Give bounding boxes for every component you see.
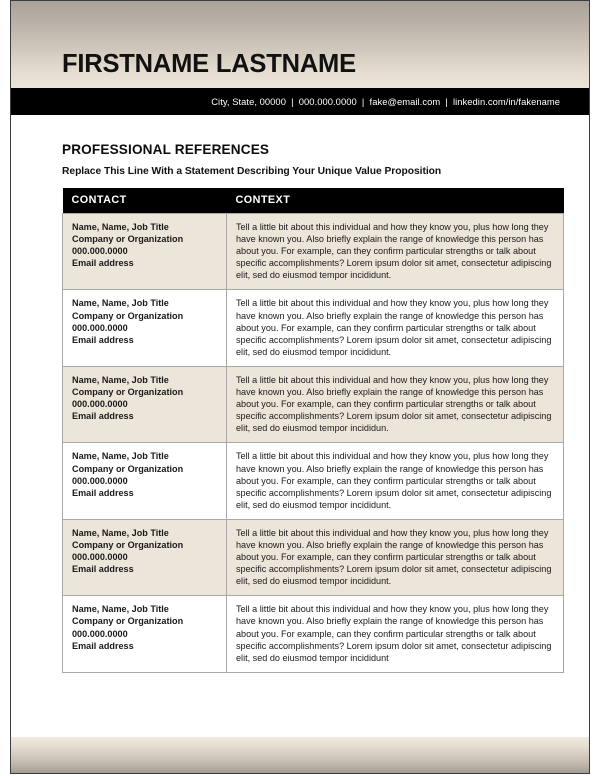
page-title: FIRSTNAME LASTNAME (62, 50, 356, 79)
contact-bar (11, 88, 589, 115)
table-header-row (63, 188, 564, 214)
contact-email: fake@email.com (369, 96, 441, 107)
reference-name: Name, Name, Job Title (72, 527, 169, 538)
contact-separator-2: | (361, 96, 365, 107)
cell-contact (63, 443, 227, 519)
cell-contact (63, 519, 227, 595)
reference-company: Company or Organization (72, 234, 184, 245)
header-banner (11, 1, 589, 88)
resume-page (10, 0, 590, 774)
table-row (63, 443, 564, 519)
table-body (63, 214, 564, 673)
cell-contact (63, 214, 227, 290)
cell-context: Tell a little bit about this individual and how they know you, plus how long they have known you. Also briefly explain the range of knowledge this person has about you. For example, can they confirm particular strengths or talk about specific accomplishments? Lorem ipsum dolor sit amet, consectetur adipiscing elit, sed do eiusmod tempor incididun. (227, 366, 564, 442)
cell-context: Tell a little bit about this individual and how they know you, plus how long they have known you. Also briefly explain the range of knowledge this person has about you. For example, can they confirm particular strengths or talk about specific accomplishments? Lorem ipsum dolor sit amet, consectetur adipiscing elit, sed do eiusmod tempor incididunt. (227, 214, 564, 290)
reference-email: Email address (72, 411, 134, 422)
document-body (11, 115, 589, 673)
reference-email: Email address (72, 487, 134, 498)
table-row (63, 596, 564, 672)
reference-phone: 000.000.0000 (72, 322, 128, 333)
contact-separator-3: | (445, 96, 448, 107)
cell-contact (63, 366, 227, 442)
contact-line (211, 96, 560, 107)
value-proposition-statement: Replace This Line With a Statement Describing Your Unique Value Proposition (62, 166, 442, 177)
cell-contact (63, 596, 227, 672)
table-header (63, 188, 564, 214)
reference-name: Name, Name, Job Title (72, 604, 169, 615)
reference-company: Company or Organization (72, 310, 184, 321)
table-row (63, 214, 564, 290)
reference-name: Name, Name, Job Title (72, 374, 169, 385)
reference-email: Email address (72, 258, 134, 269)
reference-company: Company or Organization (72, 387, 184, 398)
table-row (63, 366, 564, 442)
contact-location: City, State, 00000 (211, 96, 286, 107)
contact-phone: 000.000.0000 (298, 96, 357, 107)
reference-phone: 000.000.0000 (72, 552, 128, 563)
section-heading-professional-references: PROFESSIONAL REFERENCES (62, 142, 270, 157)
cell-context: Tell a little bit about this individual and how they know you, plus how long they have known you. Also briefly explain the range of knowledge this person has about you. For example, can they confirm particular strengths or talk about specific accomplishments? Lorem ipsum dolor sit amet, consectetur adipiscing elit, sed do eiusmod tempor incididunt. (227, 290, 564, 366)
column-header-contact: CONTACT (63, 188, 227, 214)
references-table (62, 188, 564, 673)
reference-company: Company or Organization (72, 616, 184, 627)
reference-phone: 000.000.0000 (72, 628, 128, 639)
cell-context: Tell a little bit about this individual and how they know you, plus how long they have known you. Also briefly explain the range of knowledge this person has about you. For example, can they confirm particular strengths or talk about specific accomplishments? Lorem ipsum dolor sit amet, consectetur adipiscing elit, sed do eiusmod tempor incididunt. (227, 443, 564, 519)
contact-separator-1: | (291, 96, 294, 107)
cell-context: Tell a little bit about this individual and how they know you, plus how long they have known you. Also briefly explain the range of knowledge this person has about you. For example, can they confirm particular strengths or talk about specific accomplishments? Lorem ipsum dolor sit amet, consectetur adipiscing elit, sed do eiusmod tempor incididunt. (227, 519, 564, 595)
cell-contact (63, 290, 227, 366)
reference-phone: 000.000.0000 (72, 399, 128, 410)
reference-email: Email address (72, 640, 134, 651)
reference-name: Name, Name, Job Title (72, 222, 169, 232)
column-header-context: CONTEXT (227, 188, 564, 214)
footer-banner (11, 737, 589, 773)
contact-linkedin: linkedin.com/in/fakename (453, 96, 560, 107)
reference-email: Email address (72, 334, 134, 345)
cell-context: Tell a little bit about this individual and how they know you, plus how long they have known you. Also briefly explain the range of knowledge this person has about you. For example, can they confirm particular strengths or talk about specific accomplishments? Lorem ipsum dolor sit amet, consectetur adipiscing elit, sed do eiusmod tempor incididunt (227, 596, 564, 672)
reference-email: Email address (72, 564, 134, 575)
reference-name: Name, Name, Job Title (72, 298, 169, 309)
reference-name: Name, Name, Job Title (72, 451, 169, 462)
reference-company: Company or Organization (72, 463, 184, 474)
reference-company: Company or Organization (72, 539, 184, 550)
table-row (63, 290, 564, 366)
reference-phone: 000.000.0000 (72, 475, 128, 486)
table-row (63, 519, 564, 595)
reference-phone: 000.000.0000 (72, 246, 128, 257)
